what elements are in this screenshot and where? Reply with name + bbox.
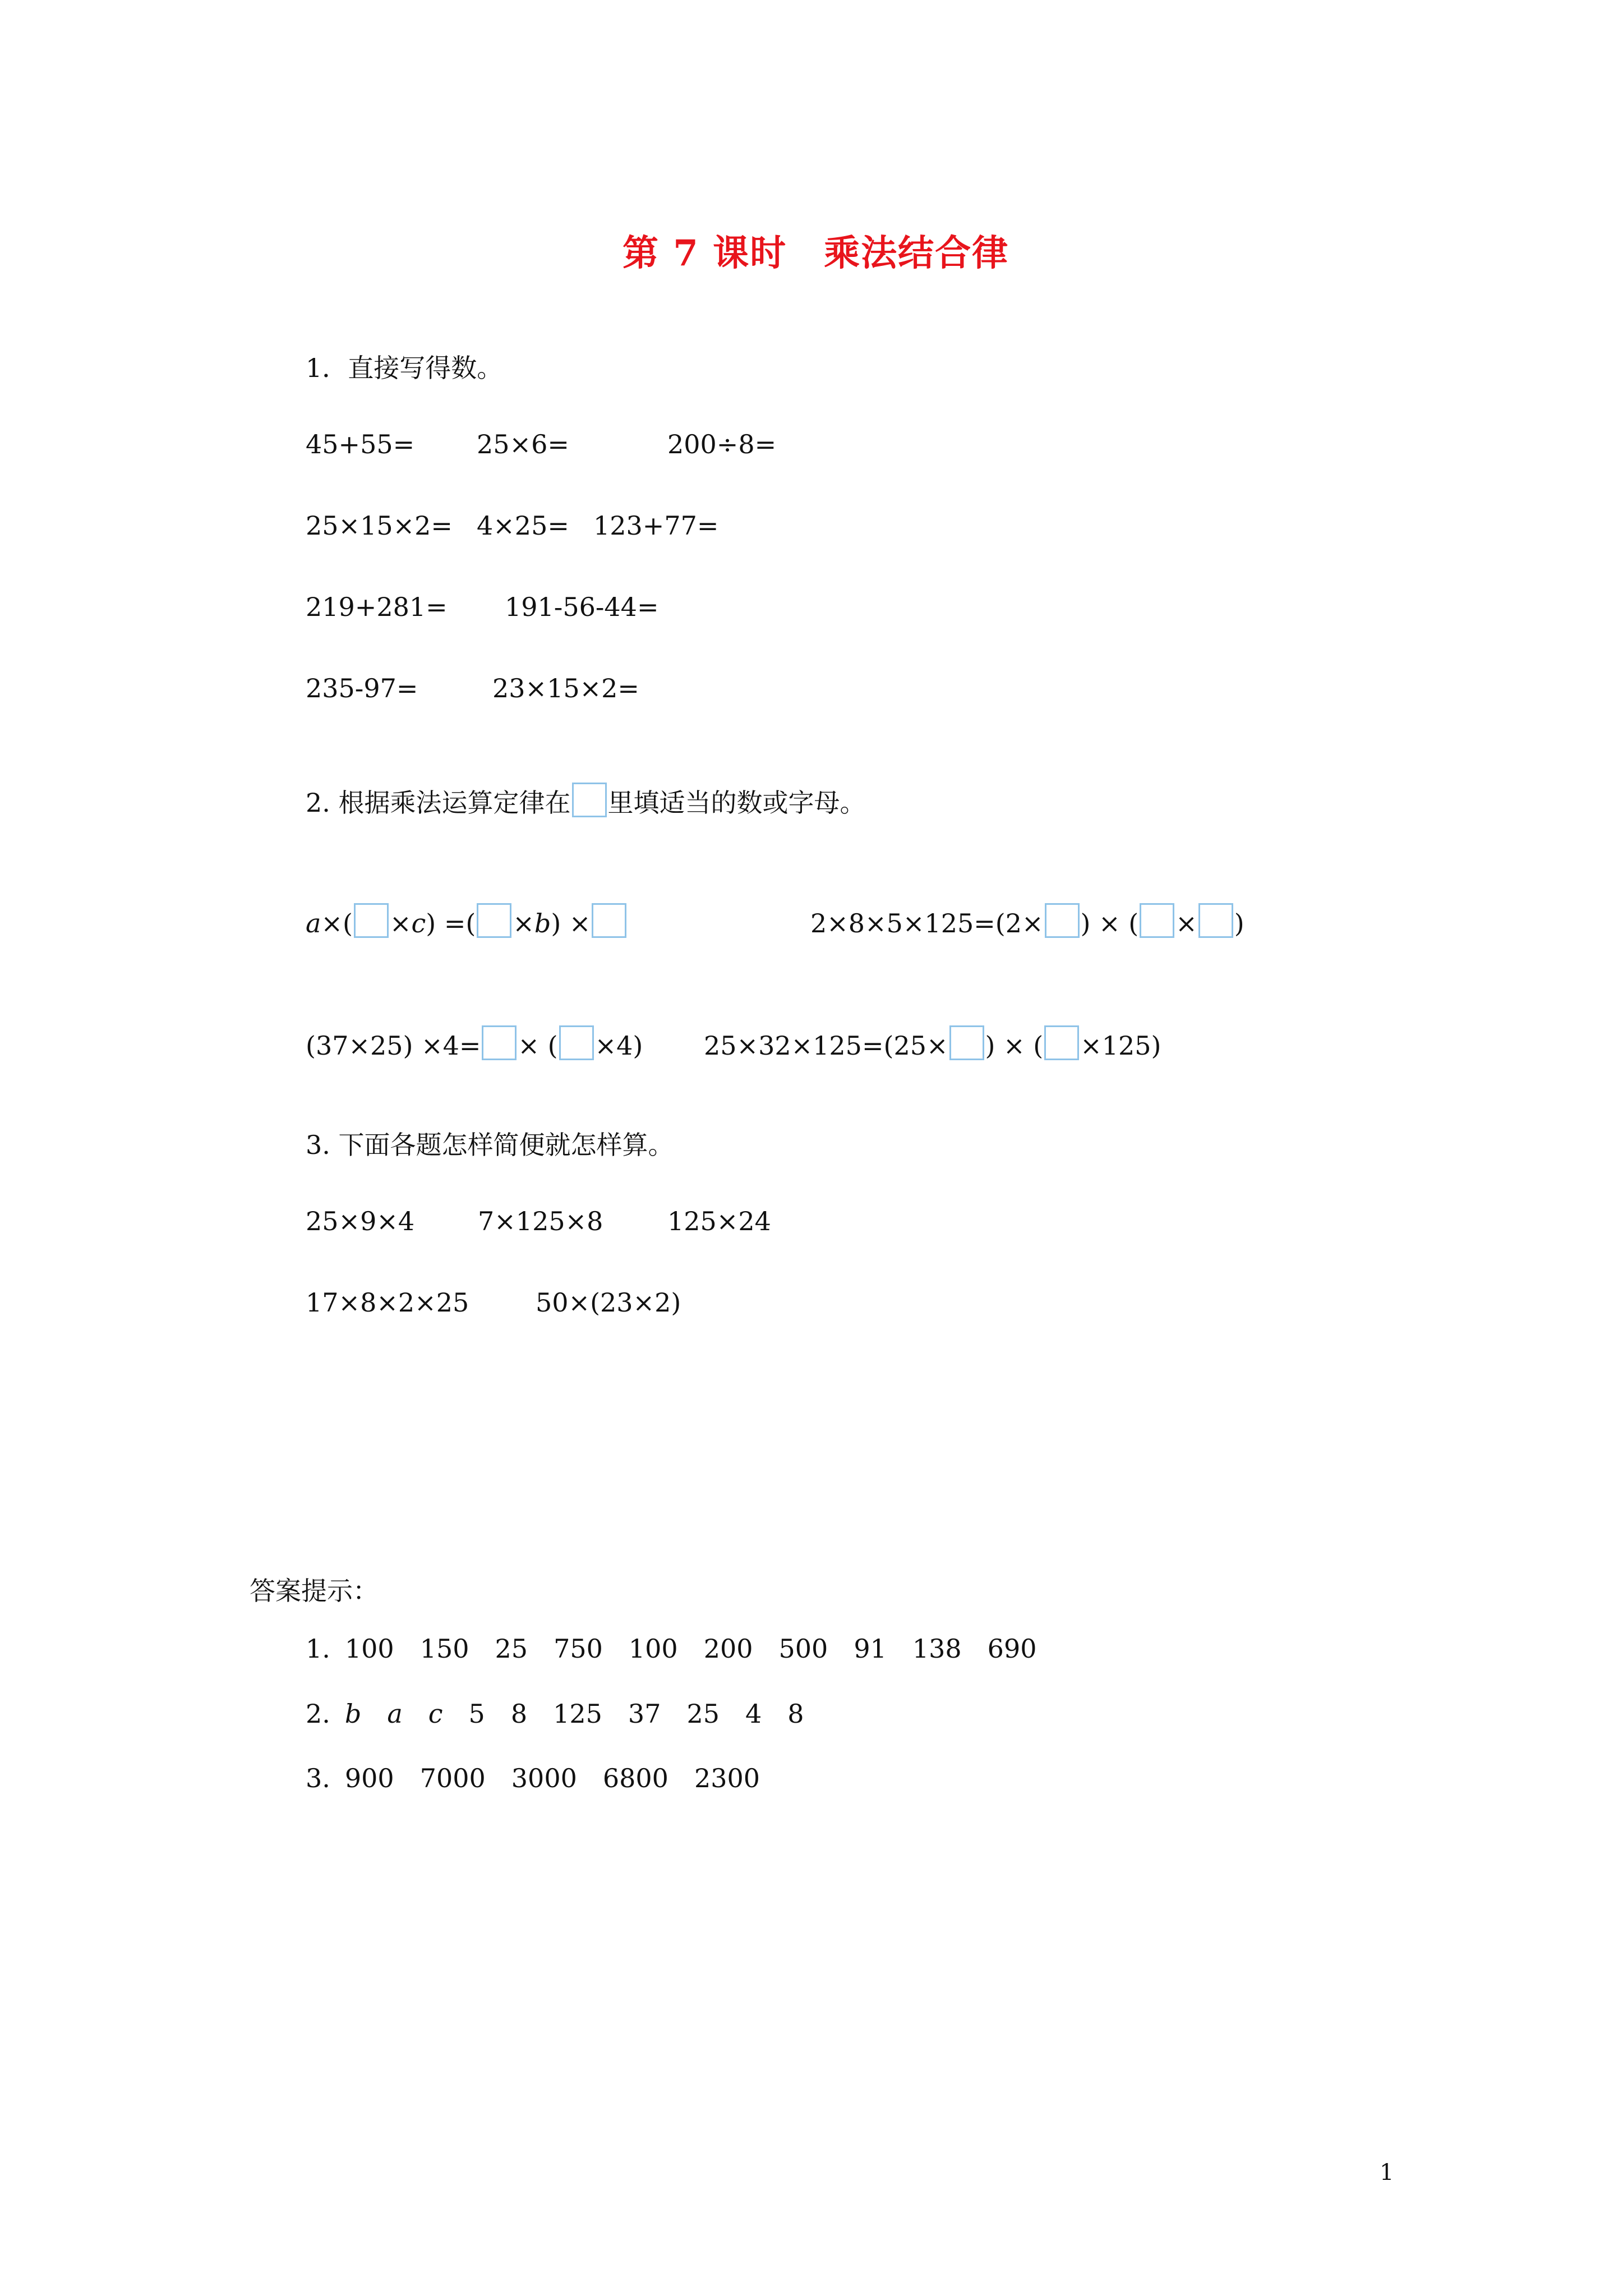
page-title: 第 7 课时 乘法结合律: [623, 232, 1009, 274]
answer-value: 25: [686, 1699, 720, 1729]
answer-box[interactable]: [1198, 903, 1233, 938]
q1-item: 200÷8=: [667, 429, 777, 459]
answer-value: 138: [912, 1634, 962, 1664]
answer-value: 4: [745, 1699, 762, 1729]
q2-heading: [306, 783, 866, 820]
eq-text: ×(: [321, 908, 353, 938]
answer-value: a: [387, 1699, 403, 1729]
answer-value: 37: [628, 1699, 661, 1729]
eq-text: ×: [1175, 908, 1197, 938]
answer-value: 6800: [602, 1763, 668, 1793]
answers-heading: 答案提示：: [250, 1576, 379, 1606]
q1-item: 123+77=: [593, 510, 719, 541]
q1-item: 23×15×2=: [492, 673, 639, 703]
eq-text: (37×25) ×4=: [306, 1030, 481, 1061]
q3-item: 125×24: [667, 1206, 771, 1236]
eq-text: ) =(: [426, 908, 476, 938]
q1-item: 45+55=: [306, 429, 415, 459]
eq-text: × (: [518, 1030, 558, 1061]
answer-value: 500: [778, 1634, 828, 1664]
answer-label: 2.: [306, 1699, 330, 1729]
answer-value: 7000: [419, 1763, 486, 1793]
eq-text: ): [1234, 908, 1244, 938]
answer-label: 3.: [306, 1763, 330, 1793]
answer-value: 100: [628, 1634, 678, 1664]
q1-item: 235-97=: [306, 673, 418, 703]
q2-equation-3: [306, 1025, 643, 1061]
q3-item: 7×125×8: [478, 1206, 603, 1236]
answer-box[interactable]: [592, 903, 626, 938]
answer-value: 8: [510, 1699, 528, 1729]
q3-item: 50×(23×2): [536, 1287, 681, 1318]
answer-value: 100: [344, 1634, 394, 1664]
answer-value: 8: [787, 1699, 804, 1729]
answer-row-2: [306, 1699, 830, 1729]
q3-heading: 3. 下面各题怎样简便就怎样算。: [306, 1130, 674, 1160]
q1-item: 4×25=: [477, 510, 569, 541]
answer-value: 690: [987, 1634, 1037, 1664]
q3-item: 17×8×2×25: [306, 1287, 469, 1318]
answer-value: 750: [554, 1634, 603, 1664]
q3-item: 25×9×4: [306, 1206, 415, 1236]
q1-item: 219+281=: [306, 592, 448, 622]
q2-equation-4: [704, 1025, 1161, 1061]
answer-box-sample: [572, 783, 607, 817]
q1-item: 25×15×2=: [306, 510, 453, 541]
answer-box[interactable]: [1045, 903, 1080, 938]
answer-value: 150: [419, 1634, 469, 1664]
answer-value: 3000: [511, 1763, 577, 1793]
q1-item: 25×6=: [477, 429, 569, 459]
q2-equation-1: [306, 903, 628, 938]
q1-item: 191-56-44=: [505, 592, 659, 622]
q1-heading: 1．直接写得数。: [306, 353, 503, 383]
answer-value: 900: [344, 1763, 394, 1793]
answer-box[interactable]: [354, 903, 389, 938]
eq-text: ×125): [1080, 1030, 1161, 1061]
eq-text: ) × (: [1080, 908, 1139, 938]
answer-value: 2300: [694, 1763, 760, 1793]
answer-value: 25: [495, 1634, 528, 1664]
page-number: 1: [1380, 2160, 1394, 2185]
eq-text: 2×8×5×125=(2×: [810, 908, 1044, 938]
eq-text: ) × (: [985, 1030, 1044, 1061]
answer-row-1: [306, 1634, 1062, 1664]
answer-box[interactable]: [477, 903, 511, 938]
eq-text: 25×32×125=(25×: [704, 1030, 948, 1061]
answer-label: 1.: [306, 1634, 330, 1664]
q2-heading-before: 2. 根据乘法运算定律在: [306, 788, 571, 818]
answer-box[interactable]: [1140, 903, 1174, 938]
q2-equation-2: [810, 903, 1244, 938]
answer-box[interactable]: [482, 1025, 517, 1060]
answer-box[interactable]: [559, 1025, 594, 1060]
eq-text: ) ×: [551, 908, 591, 938]
answer-box[interactable]: [1044, 1025, 1079, 1060]
answer-value: c: [428, 1699, 443, 1729]
answer-value: 200: [703, 1634, 753, 1664]
var-b: b: [534, 908, 551, 938]
q2-heading-after: 里填适当的数或字母。: [607, 788, 866, 818]
eq-text: ×: [513, 908, 534, 938]
var-a: a: [306, 908, 321, 938]
answer-box[interactable]: [949, 1025, 984, 1060]
answer-value: b: [344, 1699, 362, 1729]
answer-value: 125: [553, 1699, 602, 1729]
eq-text: ×: [389, 908, 412, 938]
eq-text: ×4): [594, 1030, 643, 1061]
var-c: c: [411, 908, 426, 938]
answer-row-3: [306, 1763, 786, 1793]
answer-value: 91: [854, 1634, 887, 1664]
answer-value: 5: [468, 1699, 485, 1729]
